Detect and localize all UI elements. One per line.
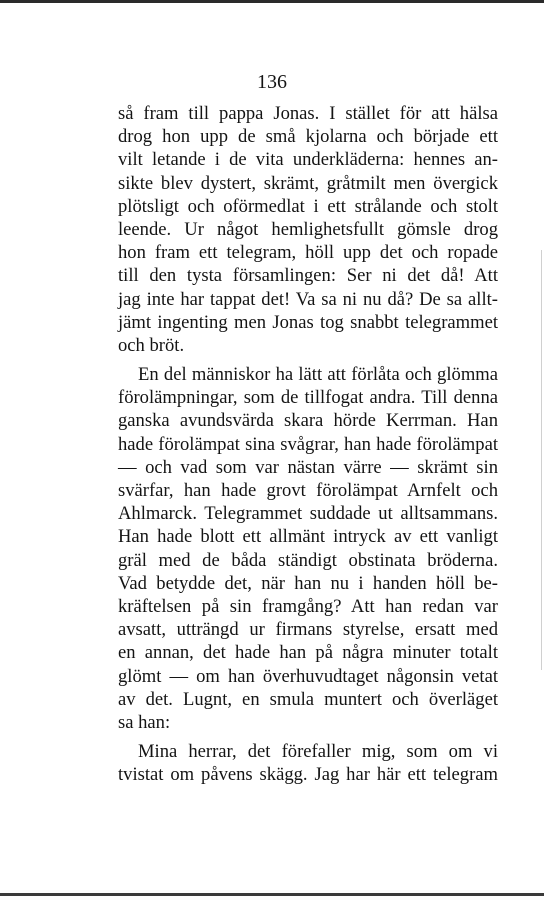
body-text [118,102,498,786]
text-line: sa han: [118,711,171,733]
text-line: så fram till pappa Jonas. I stället för att hälsa [118,103,498,124]
text-line: Vad betydde det, när han nu i handen höll be- [118,572,498,594]
text-line: till den tysta församlingen: Ser ni det då! Att [118,265,498,287]
page-top-edge [0,0,544,3]
text-line: hon fram ett telegram, höll upp det och ropade [118,242,498,264]
text-line: gräl med de båda ständigt obstinata bröderna. [118,549,498,571]
text-line: — och vad som var nästan värre — skrämt sin [118,456,498,478]
text-line: kräftelsen på sin framgång? Att han redan var [118,595,498,617]
text-line: tvistat om påvens skägg. Jag har här ett telegram [118,764,498,786]
text-line: En del människor ha lätt att förlåta och glömma [138,364,498,386]
text-line: vilt letande i de vita underkläderna: hennes an- [118,149,498,171]
text-line: ganska avundsvärda skara hörde Kerrman. Han [118,410,498,432]
text-line: svärfar, han hade grovt förolämpat Arnfelt och [118,480,498,501]
text-line: sikte blev dystert, skrämt, gråtmilt men övergick [118,172,498,194]
text-line: Mina herrar, det förefaller mig, som om vi [138,741,498,763]
text-line: av det. Lugnt, en smula muntert och överläget [118,688,498,710]
text-line: glömt — om han överhuvudtaget någonsin vetat [118,665,498,687]
paragraph [118,740,498,786]
text-line: Han hade blott ett allmänt intryck av ett vanligt [118,526,498,548]
text-line: leende. Ur något hemlighetsfullt gömsle drog [118,218,498,240]
text-line: drog hon upp de små kjolarna och började ett [118,126,498,148]
text-line: Ahlmarck. Telegrammet suddade ut alltsammans. [118,503,498,525]
text-line: plötsligt och oförmedlat i ett strålande och stolt [118,195,498,217]
paragraph [118,363,498,734]
page-right-edge [541,250,542,670]
paragraph [118,102,498,357]
page-bottom-edge [0,893,544,896]
text-line: förolämpningar, som de tillfogat andra. Till denna [118,387,498,409]
page-number: 136 [257,71,287,93]
text-line: jag inte har tappat det! Va sa ni nu då? De sa allt- [118,288,498,310]
text-line: hade förolämpat sina svågrar, han hade förolämpat [118,433,498,455]
text-line: avsatt, utträngd ur firmans styrelse, ersatt med [118,619,498,641]
text-line: en annan, det hade han på några minuter totalt [118,642,498,664]
text-line: jämt ingenting men Jonas tog snabbt telegrammet [118,311,498,333]
text-line: och bröt. [118,334,185,356]
